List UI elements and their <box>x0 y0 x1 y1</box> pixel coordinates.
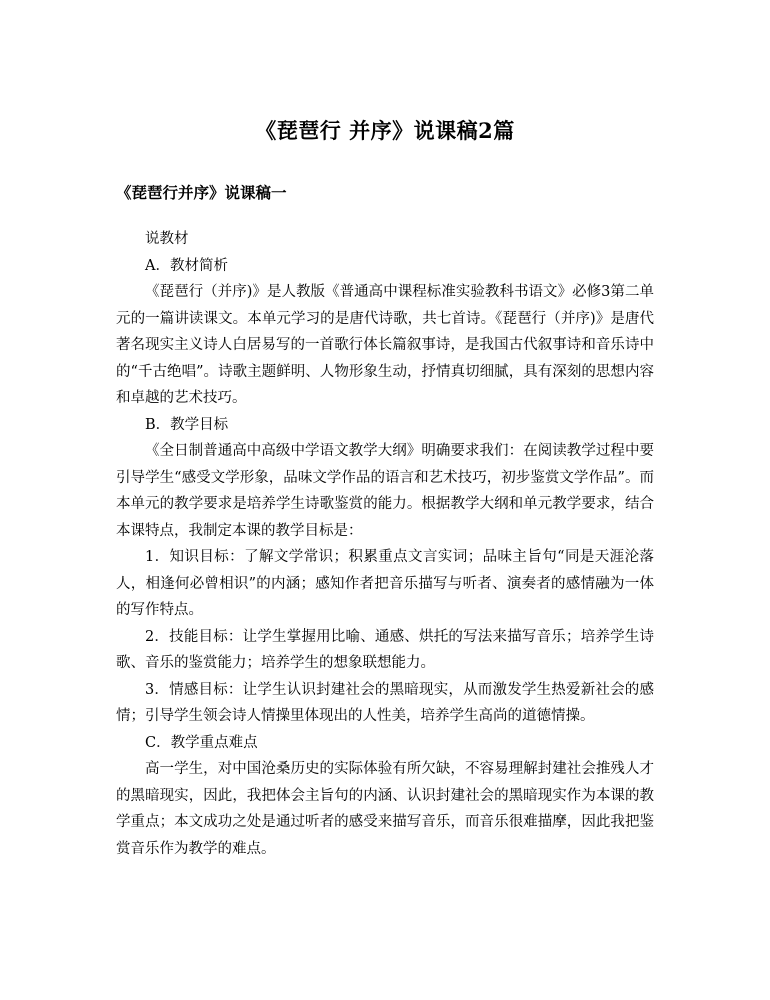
paragraph-syllabus: 《全日制普通高中高级中学语文教学大纲》明确要求我们：在阅读教学过程中要引导学生“感受文学形象，品味文学作品的语言和艺术技巧，初步鉴赏文学作品”。而本单元的教学要求是培养学生诗歌鉴赏的能力。根据教学大纲和单元教学要求，结合本课特点，我制定本课的教学目标是： <box>116 443 654 539</box>
paragraph-key-points: 高一学生，对中国沧桑历史的实际体验有所欠缺，不容易理解封建社会推残人才的黑暗现实，因此，我把体会主旨句的内涵、认识封建社会的黑暗现实作为本课的教学重点；本文成功之处是通过听者的感受来描写音乐，而音乐很难描摩，因此我把鉴赏音乐作为教学的难点。 <box>116 761 654 857</box>
paragraph-goal-skill: 2．技能目标：让学生掌握用比喻、通感、烘托的写法来描写音乐；培养学生诗歌、音乐的鉴赏能力；培养学生的想象联想能力。 <box>116 628 654 671</box>
paragraph-goal-knowledge: 1．知识目标：了解文学常识；积累重点文言实词；品味主旨句“同是天涯沦落人，相逢何必曾相识”的内涵；感知作者把音乐描写与听者、演奏者的感情融为一体的写作特点。 <box>116 549 654 618</box>
paragraph-section-label: 说教材 <box>145 231 189 247</box>
section-heading: 《琵琶行并序》说课稿一 <box>116 183 287 202</box>
paragraph-subheading-a: A．教材简析 <box>145 257 228 274</box>
body-text <box>116 226 654 862</box>
document-title: 《琵琶行 并序》说课稿2篇 <box>255 118 515 143</box>
paragraph-goal-emotion: 3．情感目标：让学生认识封建社会的黑暗现实，从而激发学生热爱新社会的感情；引导学生领会诗人情操里体现出的人性美，培养学生高尚的道德情操。 <box>116 681 654 724</box>
paragraph-textbook-analysis: 《琵琶行（并序)》是人教版《普通高中课程标准实验教科书语文》必修3第二单元的一篇讲读课文。本单元学习的是唐代诗歌，共七首诗。《琵琶行（并序)》是唐代著名现实主义诗人白居易写的一首歌行体长篇叙事诗，是我国古代叙事诗和音乐诗中的“千古绝唱”。诗歌主题鲜明、人物形象生动，抒情真切细腻，具有深刻的思想内容和卓越的艺术技巧。 <box>116 284 654 406</box>
paragraph-subheading-c: C．教学重点难点 <box>145 734 258 751</box>
paragraph-subheading-b: B．教学目标 <box>145 416 229 433</box>
